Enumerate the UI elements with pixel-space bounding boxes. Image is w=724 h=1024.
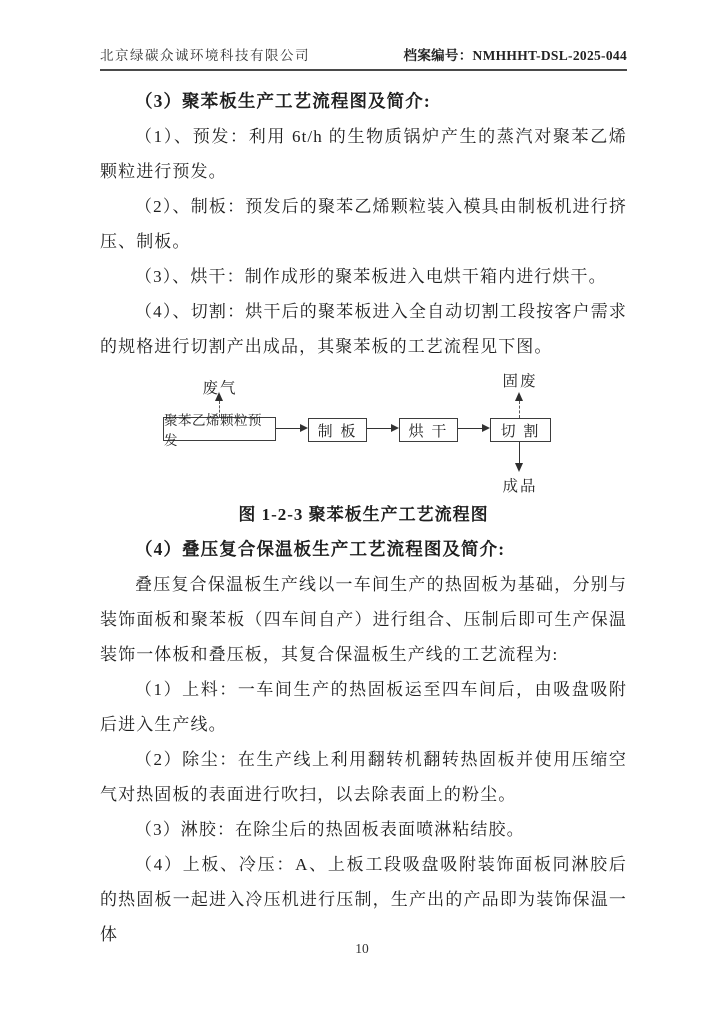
paragraph-board-making: （2）、制板：预发后的聚苯乙烯颗粒装入模具由制板机进行挤压、制板。 [100, 197, 627, 251]
arrow-right-icon [458, 428, 482, 429]
document-body [100, 84, 627, 952]
arrow-down-line [519, 442, 520, 464]
file-number-value: NMHHHT-DSL-2025-044 [472, 48, 627, 63]
flowchart-step-cutting: 切 割 [490, 418, 551, 442]
paragraph-prefoam: （1）、预发：利用 6t/h 的生物质锅炉产生的蒸汽对聚苯乙烯颗粒进行预发。 [100, 127, 627, 181]
paragraph-loading: （1）上料：一车间生产的热固板运至四车间后，由吸盘吸附后进入生产线。 [100, 680, 627, 734]
figure-caption: 图 1-2-3 聚苯板生产工艺流程图 [238, 505, 489, 524]
paragraph-cutting: （4）、切割：烘干后的聚苯板进入全自动切割工段按客户需求的规格进行切割产出成品，其聚苯板的工艺流程见下图。 [100, 302, 627, 356]
file-number [404, 44, 627, 64]
solid-waste-label: 固废 [502, 373, 538, 390]
arrow-down-icon [515, 463, 523, 472]
paragraph-dust-removal: （2）除尘：在生产线上利用翻转机翻转热固板并使用压缩空气对热固板的表面进行吹扫，以去除表面上的粉尘。 [100, 750, 627, 804]
flowchart-step-board-making: 制 板 [308, 418, 367, 442]
product-label: 成品 [502, 478, 538, 495]
process-flowchart [100, 367, 627, 497]
file-number-label: 档案编号： [403, 48, 473, 63]
arrow-right-icon [276, 428, 300, 429]
section3-heading: （3）聚苯板生产工艺流程图及简介: [135, 91, 431, 111]
page-header [100, 44, 627, 71]
paragraph-cold-pressing: （4）上板、冷压：A、上板工段吸盘吸附装饰面板同淋胶后的热固板一起进入冷压机进行压制，生产出的产品即为装饰保温一体 [100, 855, 627, 944]
waste-gas-label: 废气 [202, 380, 238, 397]
arrow-right-icon [367, 428, 391, 429]
dashed-line [519, 401, 520, 418]
flowchart-step-drying: 烘 干 [399, 418, 458, 442]
section4-heading: （4）叠压复合保温板生产工艺流程图及简介: [135, 539, 506, 559]
company-name: 北京绿碳众诚环境科技有限公司 [100, 48, 310, 63]
dashed-arrow-up-icon [515, 392, 523, 401]
flowchart-step-prefoam: 聚苯乙烯颗粒预发 [163, 417, 276, 441]
paragraph-intro: 叠压复合保温板生产线以一车间生产的热固板为基础，分别与装饰面板和聚苯板（四车间自产）进行组合、压制后即可生产保温装饰一体板和叠压板，其复合保温板生产线的工艺流程为: [100, 575, 627, 664]
dashed-arrow-up-icon [215, 392, 223, 401]
page-number: 10 [355, 941, 369, 956]
paragraph-glue-spraying: （3）淋胶：在除尘后的热固板表面喷淋粘结胶。 [135, 820, 525, 839]
paragraph-drying: （3）、烘干：制作成形的聚苯板进入电烘干箱内进行烘干。 [135, 267, 607, 286]
